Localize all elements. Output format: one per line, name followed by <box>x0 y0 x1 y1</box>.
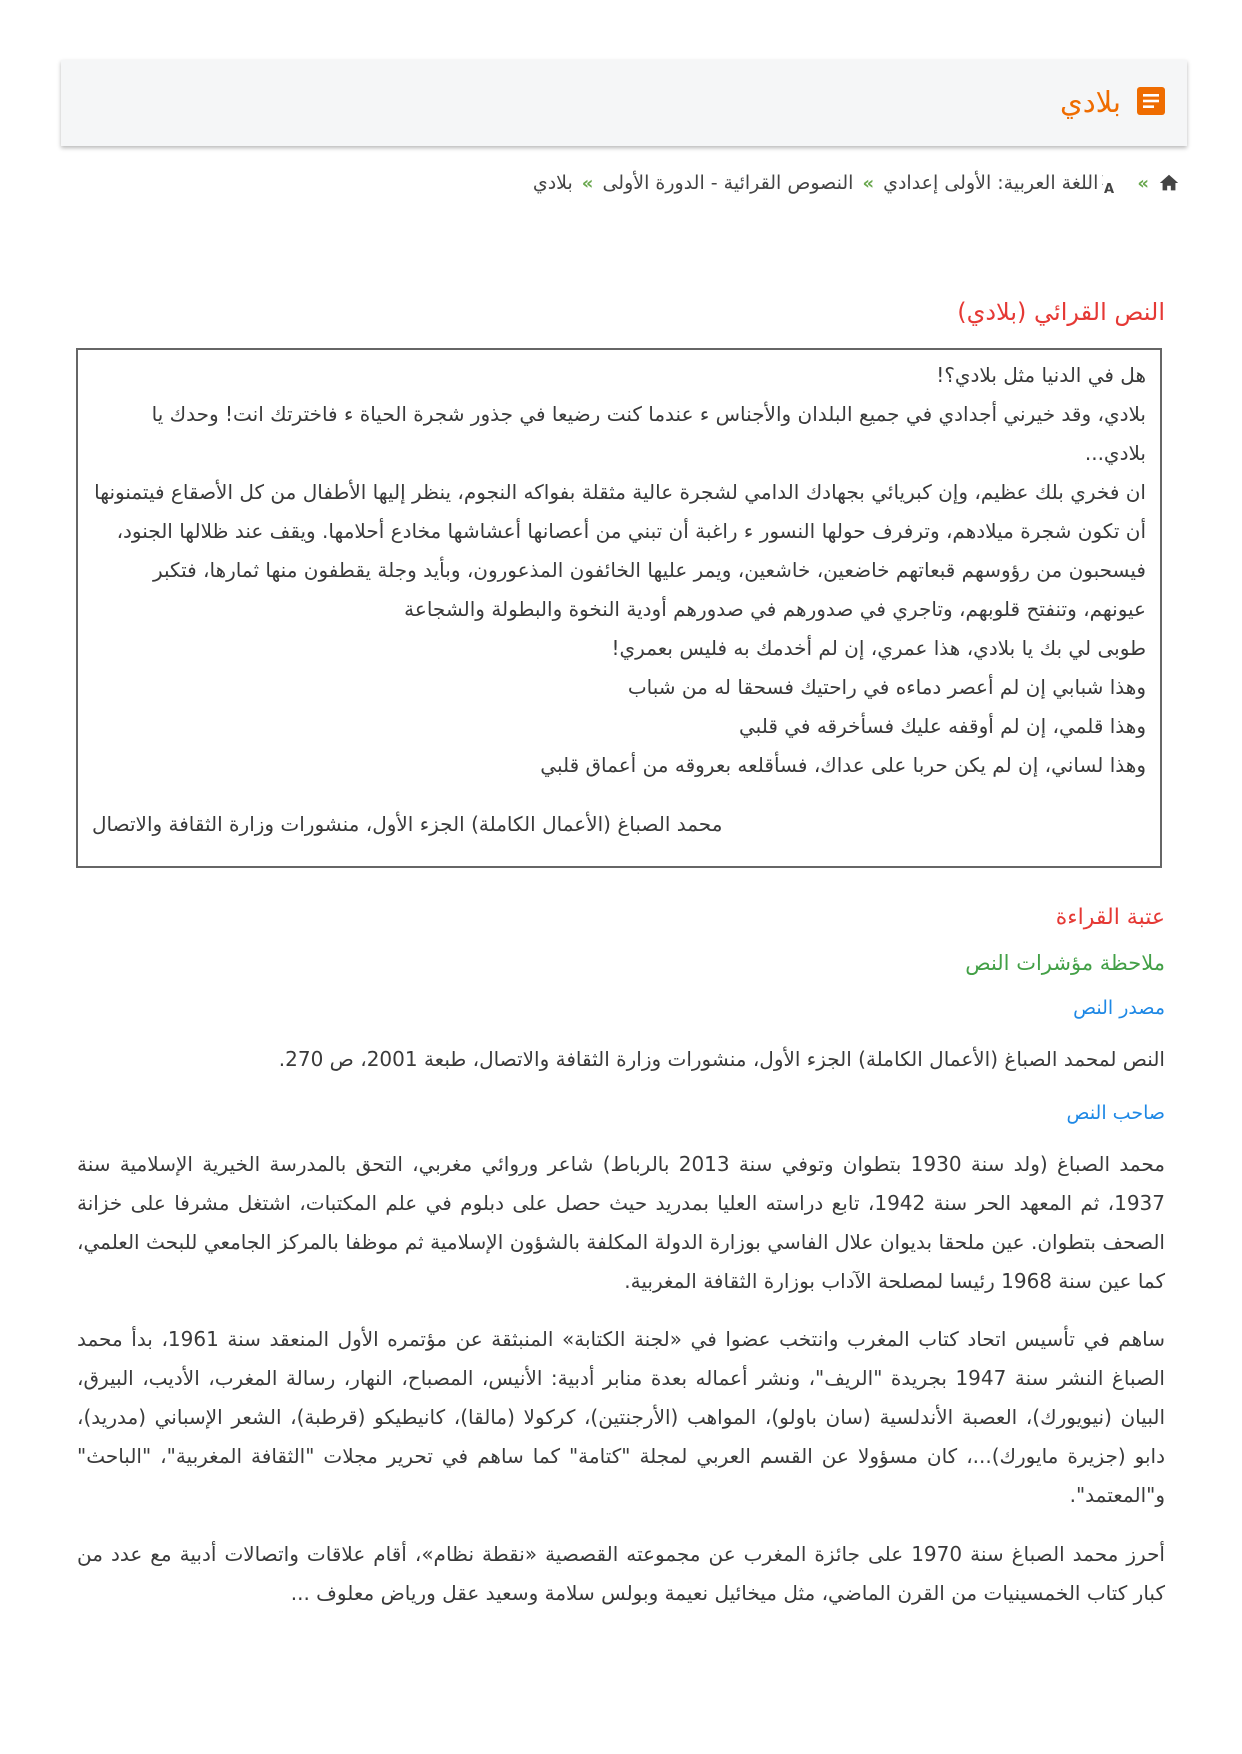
breadcrumb-item-current: بلادي <box>532 172 573 194</box>
breadcrumb-item-subject[interactable]: اللغة العربية: الأولى إعدادي <box>883 172 1099 194</box>
text-line: فيسحبون من رؤوسهم قبعاتهم خاضعين، خاشعين، ويمر عليها الخائفون المذعورون، وبأيد وجلة يقطفون منها ثمارها، فتكبر <box>152 558 1146 582</box>
text-line: ان فخري بلك عظيم، وإن كبريائي بجهادك الدامي لشجرة عالية مثقلة بفواكه النجوم، ينظر إليها الأطفال من كل الأصقاع فيتمنونها <box>94 480 1146 504</box>
text-line: طوبى لي بك يا بلادي، هذا عمري، إن لم أخدمك به فليس بعمري! <box>611 636 1146 660</box>
text-line: بلادي، وقد خيرني أجدادي في جميع البلدان والأجناس ء عندما كنت رضيعا في جذور شجرة الحياة ء فاخترتك انت! وحدك يا <box>151 402 1146 426</box>
document-icon <box>1135 85 1167 117</box>
breadcrumb-separator: » <box>1137 172 1149 194</box>
author-heading: صاحب النص <box>1066 1102 1165 1124</box>
home-icon[interactable] <box>1158 172 1180 194</box>
page-header <box>61 60 1187 146</box>
text-source: محمد الصباغ (الأعمال الكاملة) الجزء الأول، منشورات وزارة الثقافة والاتصال <box>92 812 723 836</box>
author-paragraph: أحرز محمد الصباغ سنة 1970 على جائزة المغرب عن مجموعته القصصية «نقطة نظام»، أقام علاقات واتصالات أدبية مع عدد من كبار كتاب الخمسينيات من القرن الماضي، مثل ميخائيل نعيمة وبولس سلامة وسعيد عقل ورياض معلوف ... <box>77 1542 1165 1605</box>
reading-threshold-heading: عتبة القراءة <box>1055 905 1165 930</box>
breadcrumb-item-unit[interactable]: النصوص القرائية - الدورة الأولى <box>602 172 854 194</box>
author-paragraph: ساهم في تأسيس اتحاد كتاب المغرب وانتخب عضوا في «لجنة الكتابة» المنبثقة عن مؤتمره الأول المنعقد سنة 1961، بدأ محمد الصباغ النشر سنة 1947 بجريدة "الريف"، ونشر أعماله بعدة منابر أدبية: الأنيس، المصباح، النهار، رسالة المغرب، الأديب، البيرق، البيان (نيويورك)، العصبة الأندلسية (سان باولو)، المواهب (الأرجنتين)، كركولا (مالقا)، كانيطيكو (قرطبة)، الشعر الإسباني (مدريد)، دابو (جزيرة مايورك)...، كان مسؤولا عن القسم العربي لمجلة "كتامة" كما ساهم في تحرير مجلات "الثقافة المغربية"، "الباحث" و"المعتمد". <box>77 1327 1166 1507</box>
text-line: وهذا لساني، إن لم يكن حربا على عداك، فسأقلعه بعروقه من أعماق قلبي <box>540 753 1146 777</box>
reading-text-title: النص القرائي (بلادي) <box>957 298 1165 326</box>
svg-text:A: A <box>1104 182 1115 195</box>
text-line: عيونهم، وتنفتح قلوبهم، وتاجري في صدورهم في صدورهم أودية النخوة والبطولة والشجاعة <box>404 597 1146 621</box>
text-line: أن تكون شجرة ميلادهم، وترفرف حولها النسور ء راغبة أن تبني من أعصانها أعشاشها مخادع أحلامها. ويقف عند ظلالها الجنود، <box>116 519 1146 543</box>
page-title: بلادي <box>1060 85 1121 119</box>
text-line: بلادي... <box>1084 441 1146 465</box>
text-source-heading: مصدر النص <box>1073 997 1165 1019</box>
breadcrumb-separator: » <box>581 172 594 194</box>
text-indicators-heading: ملاحظة مؤشرات النص <box>965 951 1165 975</box>
author-paragraph: محمد الصباغ (ولد سنة 1930 بتطوان وتوفي سنة 2013 بالرباط) شاعر وروائي مغربي، التحق بالمدرسة الخيرية الإسلامية سنة 1937، ثم المعهد الحر سنة 1942، تابع دراسته العليا بمدريد حيث حصل على دبلوم في علم المكتبات، اشتغل مشرفا على خزانة الصحف بتطوان. عين ملحقا بديوان علال الفاسي بوزارة الدولة المكلفة بالشؤون الإسلامية ثم موظفا بالمركز الجامعي للبحث العلمي، كما عين سنة 1968 رئيسا لمصلحة الآداب بوزارة الثقافة المغربية. <box>77 1152 1165 1293</box>
text-line: وهذا قلمي، إن لم أوقفه عليك فسأخرقه في قلبي <box>739 714 1146 738</box>
text-line: هل في الدنيا مثل بلادي؟! <box>936 363 1146 387</box>
translate-icon <box>1102 171 1128 195</box>
breadcrumb-separator: » <box>862 172 875 194</box>
reading-text-box <box>76 348 1162 868</box>
svg-text:文 <box>1102 172 1103 188</box>
breadcrumb <box>533 168 1180 198</box>
text-line: وهذا شبابي إن لم أعصر دماءه في راحتيك فسحقا له من شباب <box>627 675 1146 699</box>
text-source-paragraph: النص لمحمد الصباغ (الأعمال الكاملة) الجزء الأول، منشورات وزارة الثقافة والاتصال، طبعة 2001، ص 270. <box>278 1047 1165 1071</box>
